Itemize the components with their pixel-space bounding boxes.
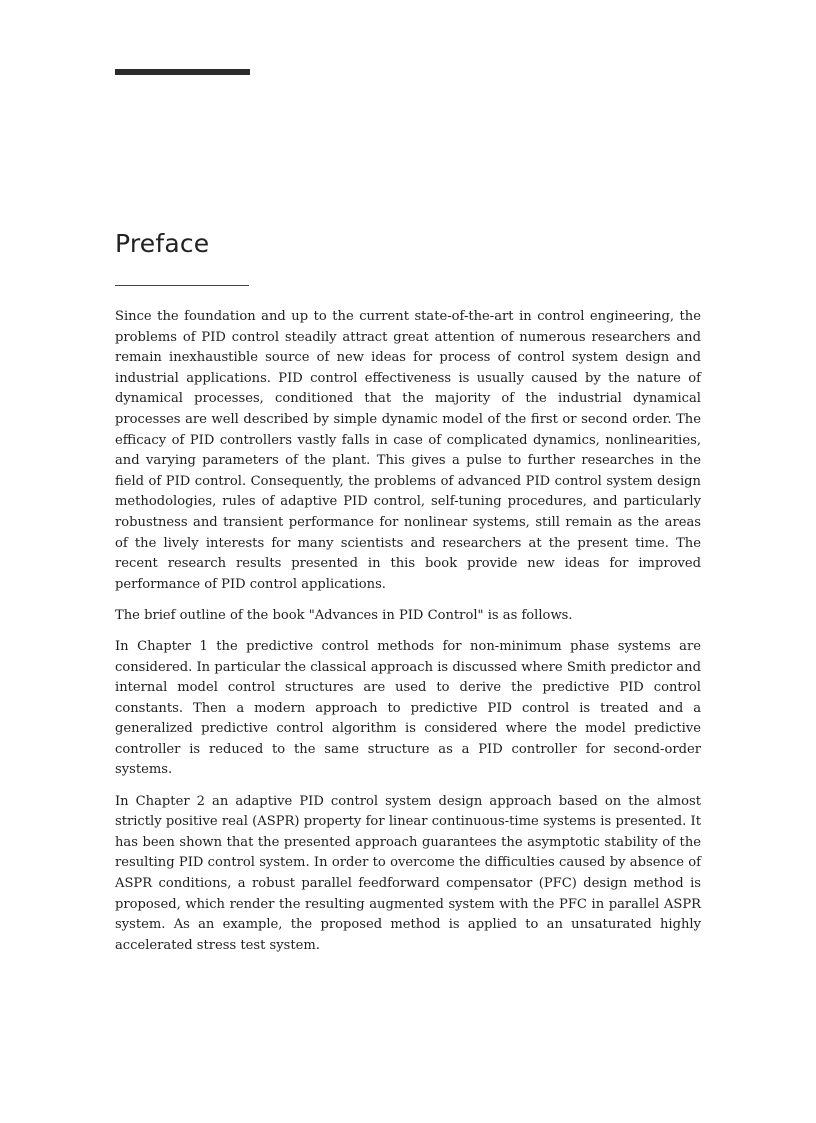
page-title: Preface [115, 229, 210, 258]
header-decorative-bar [115, 69, 250, 75]
body-text [115, 307, 701, 967]
title-underline [115, 285, 249, 286]
paragraph-intro: Since the foundation and up to the current state-of-the-art in control engineering, the problems of PID control steadily attract great attention of numerous researchers and remain inexhaustible source of new ideas for process of control system design and industrial applications. PID control effectiveness is usually caused by the nature of dynamical processes, conditioned that the majority of the industrial dynamical processes are well described by simple dynamic model of the first or second order. The efficacy of PID controllers vastly falls in case of complicated dynamics, nonlinearities, and varying parameters of the plant. This gives a pulse to further researches in the field of PID control. Consequently, the problems of advanced PID control system design methodologies, rules of adaptive PID control, self-tuning procedures, and particularly robustness and transient performance for nonlinear systems, still remain as the areas of the lively interests for many scientists and researchers at the present time. The recent research results presented in this book provide new ideas for improved performance of PID control applications. [115, 309, 701, 592]
paragraph-chapter-1: In Chapter 1 the predictive control methods for non-minimum phase systems are considered. In particular the classical approach is discussed where Smith predictor and internal model control structures are used to derive the predictive PID control constants. Then a modern approach to predictive PID control is treated and a generalized predictive control algorithm is considered where the model predictive controller is reduced to the same structure as a PID controller for second-order systems. [115, 638, 701, 778]
paragraph-outline: The brief outline of the book "Advances in PID Control" is as follows. [115, 607, 573, 623]
paragraph-chapter-2: In Chapter 2 an adaptive PID control system design approach based on the almost strictly positive real (ASPR) property for linear continuous-time systems is presented. It has been shown that the presented approach guarantees the asymptotic stability of the resulting PID control system. In order to overcome the difficulties caused by absence of ASPR conditions, a robust parallel feedforward compensator (PFC) design method is proposed, which render the resulting augmented system with the PFC in parallel ASPR system. As an example, the proposed method is applied to an unsaturated highly accelerated stress test system. [115, 793, 701, 953]
